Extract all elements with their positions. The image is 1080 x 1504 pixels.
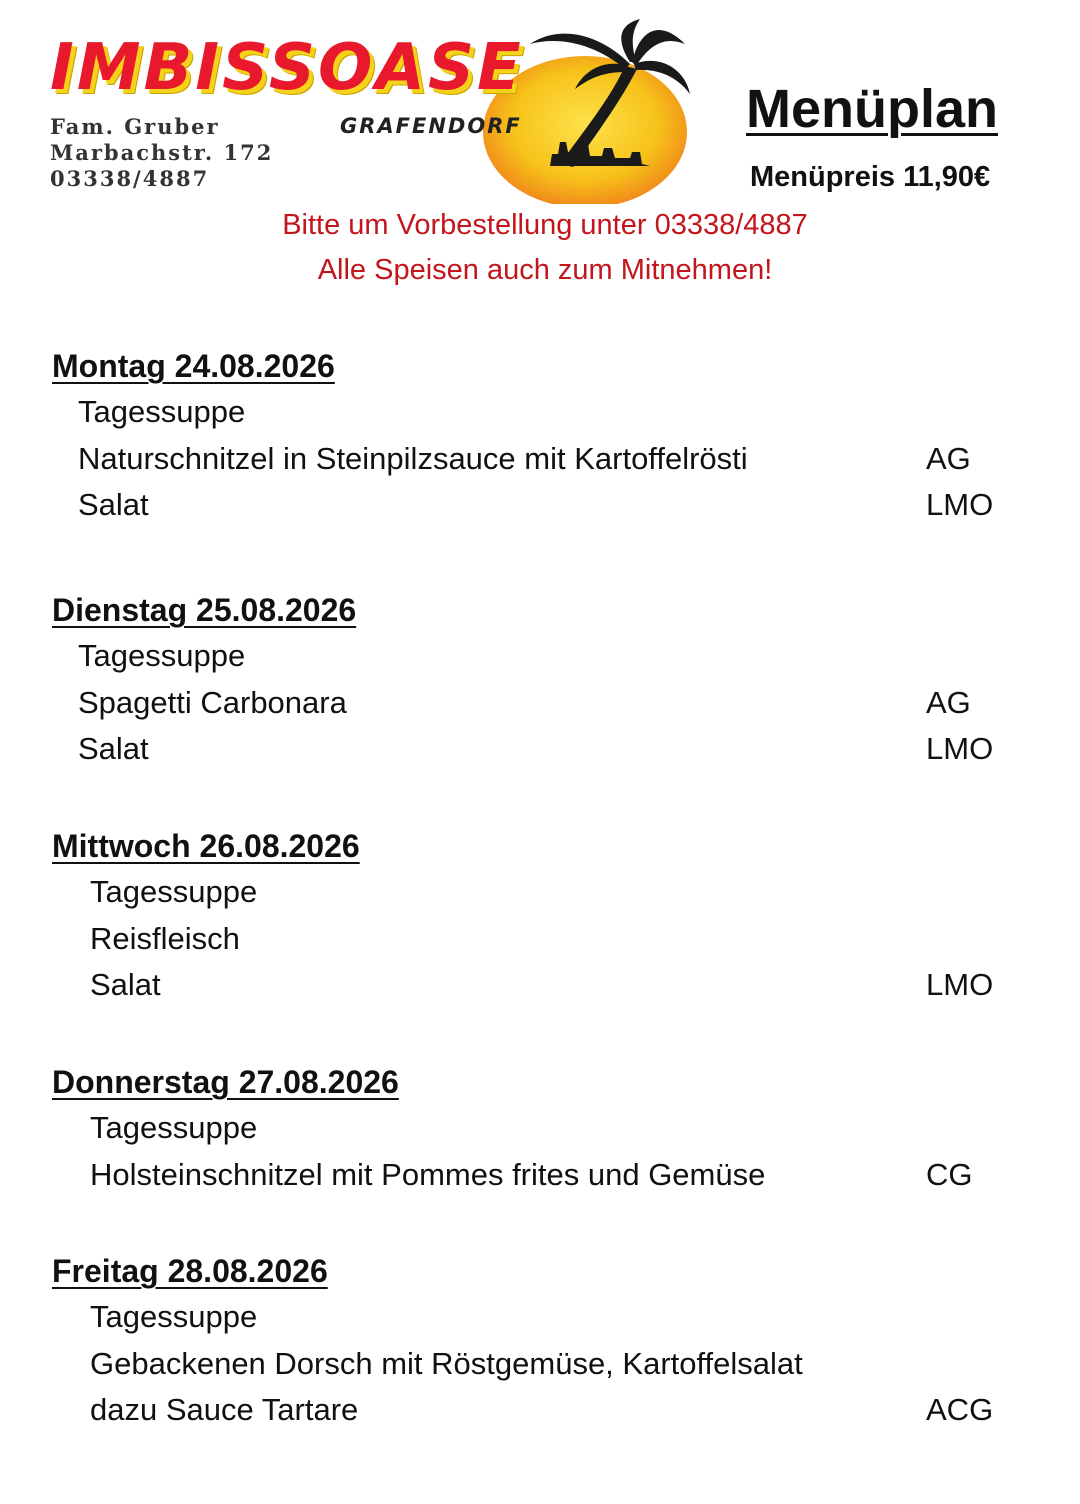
dish-name: Reisfleisch [90, 920, 240, 956]
dish-name: Naturschnitzel in Steinpilzsauce mit Kartoffelrösti [78, 440, 748, 476]
allergen-code: ACG [926, 1392, 994, 1427]
dish-name: Tagessuppe [78, 638, 246, 673]
menu-item [52, 440, 1012, 490]
dish-name: dazu Sauce Tartare [90, 1392, 359, 1427]
address-line: Marbachstr. 172 [50, 140, 274, 165]
dish-name: Tagessuppe [90, 1110, 258, 1145]
town-name: GRAFENDORF [340, 114, 522, 138]
menu-item [52, 1394, 1012, 1441]
allergen-code: LMO [926, 731, 994, 766]
allergen-code: CG [926, 1156, 973, 1192]
address-line: 03338/4887 [50, 166, 210, 191]
brand-name: IMBISSOASE [50, 31, 524, 105]
menu-price: Menüpreis 11,90€ [750, 161, 991, 193]
menu-item [52, 396, 1012, 443]
menu-item [52, 1156, 1012, 1206]
allergen-code: AG [926, 684, 971, 720]
menu-item [52, 1112, 1012, 1159]
menu-item [52, 684, 1012, 734]
takeaway-notice: Alle Speisen auch zum Mitnehmen! [317, 254, 773, 286]
day-section-thursday [52, 1066, 1012, 1205]
page-title: Menüplan [746, 79, 998, 139]
address-line: Fam. Gruber [50, 114, 220, 139]
allergen-code: LMO [926, 487, 994, 522]
day-heading: Dienstag 25.08.2026 [52, 592, 357, 628]
menu-item [52, 876, 1012, 923]
day-section-monday [52, 350, 1012, 536]
allergen-code: LMO [926, 967, 994, 1002]
menu-item [52, 920, 1012, 970]
menu-item [52, 489, 1012, 536]
dish-name: Salat [78, 731, 149, 766]
dish-name: Spagetti Carbonara [78, 684, 347, 720]
day-heading: Donnerstag 27.08.2026 [52, 1064, 399, 1100]
menu-item [52, 733, 1012, 780]
dish-name: Holsteinschnitzel mit Pommes frites und Gemüse [90, 1156, 766, 1192]
allergen-code: AG [926, 440, 971, 476]
day-heading: Mittwoch 26.08.2026 [52, 828, 360, 864]
menu-item [52, 1301, 1012, 1348]
dish-name: Gebackenen Dorsch mit Röstgemüse, Kartoffelsalat [90, 1345, 803, 1381]
dish-name: Salat [90, 967, 161, 1002]
menu-item [52, 640, 1012, 687]
day-section-wednesday [52, 830, 1012, 1016]
logo [40, 14, 700, 204]
dish-name: Salat [78, 487, 149, 522]
preorder-notice: Bitte um Vorbestellung unter 03338/4887 [282, 209, 808, 241]
dish-name: Tagessuppe [78, 394, 246, 429]
dish-name: Tagessuppe [90, 1299, 258, 1334]
menu-item [52, 969, 1012, 1016]
day-heading: Montag 24.08.2026 [52, 348, 335, 384]
day-section-tuesday [52, 594, 1012, 780]
menu-item [52, 1345, 1012, 1395]
day-heading: Freitag 28.08.2026 [52, 1253, 328, 1289]
address-block [50, 114, 273, 192]
day-section-friday [52, 1255, 1012, 1441]
dish-name: Tagessuppe [90, 874, 258, 909]
